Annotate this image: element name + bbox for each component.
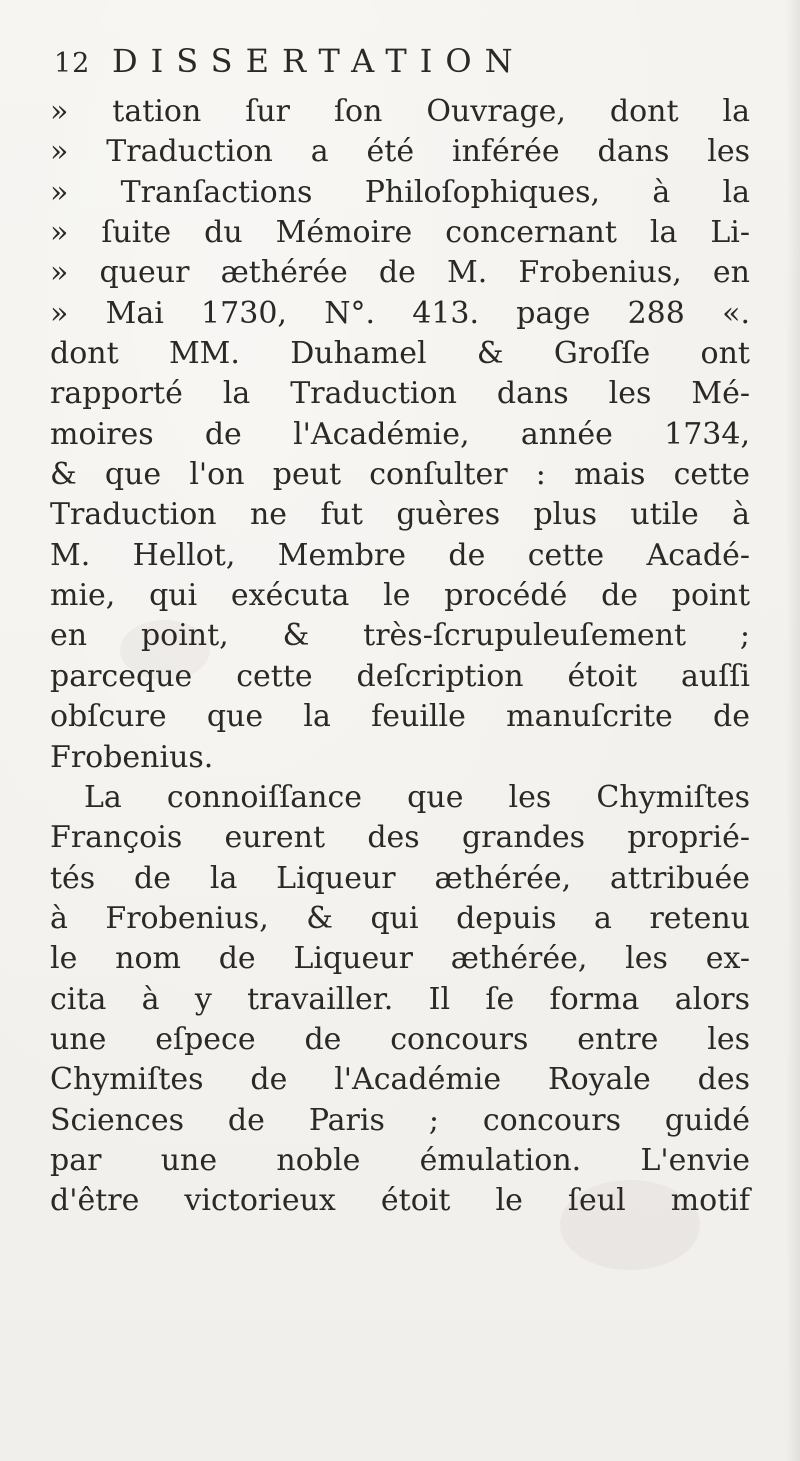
text-line: par une noble émulation. L'envie: [50, 1142, 750, 1178]
text-line: » Mai 1730, N°. 413. page 288 «.: [50, 295, 750, 331]
page-edge-shadow: [786, 0, 800, 1461]
body-text: [50, 92, 750, 1222]
text-line: une eſpece de concours entre les: [50, 1021, 750, 1057]
text-line: tés de la Liqueur æthérée, attribuée: [50, 860, 750, 896]
page-number: 12: [54, 48, 91, 79]
text-line: François eurent des grandes proprié-: [50, 820, 750, 856]
text-line: mie, qui exécuta le procédé de point: [50, 578, 750, 614]
text-line: d'être victorieux étoit le ſeul motif: [50, 1183, 750, 1219]
text-line: dont MM. Duhamel & Groſſe ont: [50, 336, 750, 372]
page-header: [50, 38, 690, 88]
text-line: » queur æthérée de M. Frobenius, en: [50, 255, 750, 291]
text-line: à Frobenius, & qui depuis a retenu: [50, 900, 750, 936]
text-line: parceque cette deſcription étoit auſſi: [50, 658, 750, 694]
text-line: Traduction ne fut guères plus utile à: [50, 497, 750, 533]
text-line: » ſuite du Mémoire concernant la Li-: [50, 215, 750, 251]
text-line: » tation ſur ſon Ouvrage, dont la: [50, 94, 750, 129]
text-line: & que l'on peut conſulter : mais cette: [50, 457, 750, 493]
text-line: rapporté la Traduction dans les Mé-: [50, 376, 750, 412]
text-line: Chymiſtes de l'Académie Royale des: [50, 1062, 750, 1098]
text-line: obſcure que la feuille manuſcrite de: [50, 699, 750, 735]
text-line: en point, & très-ſcrupuleuſement ;: [50, 618, 750, 654]
text-line: Sciences de Paris ; concours guidé: [50, 1102, 750, 1138]
text-line: » Tranſactions Philoſophiques, à la: [50, 174, 750, 210]
text-line: moires de l'Académie, année 1734,: [50, 416, 750, 452]
paragraph-start-line: La connoiſſance que les Chymiſtes: [84, 779, 750, 815]
paragraph-end-line: Frobenius.: [50, 739, 214, 775]
text-line: cita à y travailler. Il ſe forma alors: [50, 981, 750, 1017]
text-line: » Traduction a été inférée dans les: [50, 134, 750, 170]
text-line: M. Hellot, Membre de cette Acadé-: [50, 537, 750, 573]
running-title: DISSERTATION: [112, 42, 526, 80]
text-line: le nom de Liqueur æthérée, les ex-: [50, 941, 750, 977]
